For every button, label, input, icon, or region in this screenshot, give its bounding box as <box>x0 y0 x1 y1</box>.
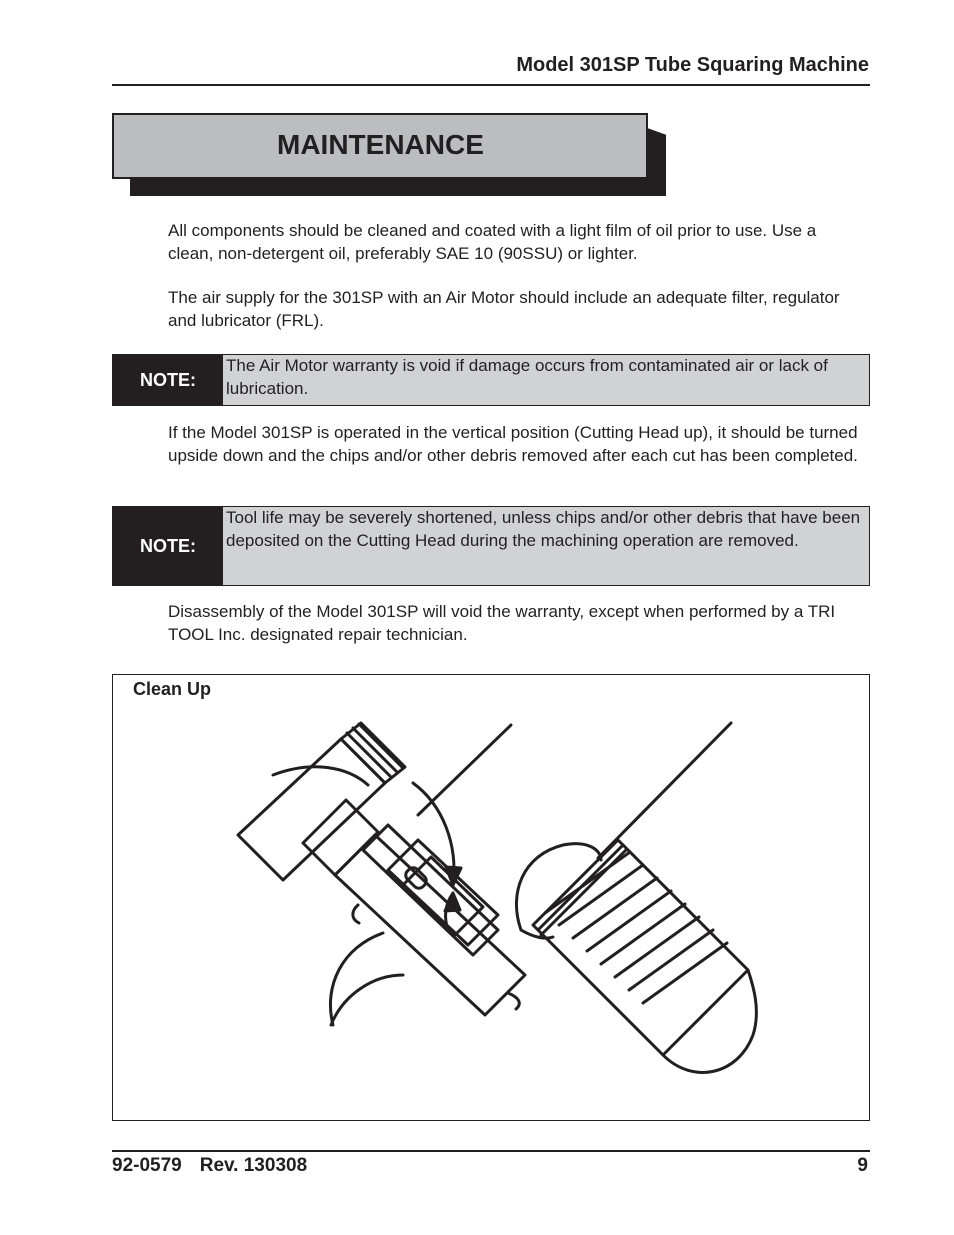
figure-caption: Clean Up <box>133 679 212 699</box>
note-text: Tool life may be severely shortened, unless chips and/or other debris that have been deposited on the Cutting Head during the machining operation are removed. <box>226 508 861 550</box>
section-banner <box>112 113 648 179</box>
note-box-tool-life <box>112 506 870 586</box>
note-text: The Air Motor warranty is void if damage occurs from contaminated air or lack of lubrication. <box>226 356 828 398</box>
header-rule <box>112 84 870 86</box>
note-box-air-motor <box>112 354 870 406</box>
note-label: NOTE: <box>113 355 223 405</box>
paragraph-disassembly: Disassembly of the Model 301SP will void the warranty, except when performed by a TRI TOOL Inc. designated repair technician. <box>168 602 836 644</box>
paragraph-oil: All components should be cleaned and coated with a light film of oil prior to use. Use a clean, non-detergent oil, preferably SAE 10 (90SSU) or lighter. <box>168 221 817 263</box>
footer-revision: Rev. 130308 <box>199 1155 308 1176</box>
paragraph-air-supply: The air supply for the 301SP with an Air Motor should include an adequate filter, regulator and lubricator (FRL). <box>168 288 840 330</box>
footer-doc-number: 92-0579 <box>112 1155 182 1176</box>
clean-up-illustration <box>113 675 868 1119</box>
footer-rule <box>112 1150 870 1152</box>
paragraph-vertical: If the Model 301SP is operated in the vertical position (Cutting Head up), it should be turned upside down and the chips and/or other debris removed after each cut has been completed. <box>168 423 858 465</box>
figure-box <box>112 674 870 1121</box>
page-number: 9 <box>857 1155 868 1176</box>
section-title: MAINTENANCE <box>277 129 484 160</box>
header-title: Model 301SP Tube Squaring Machine <box>516 54 869 76</box>
footer-doc-info <box>112 1155 325 1177</box>
note-label: NOTE: <box>113 507 223 585</box>
